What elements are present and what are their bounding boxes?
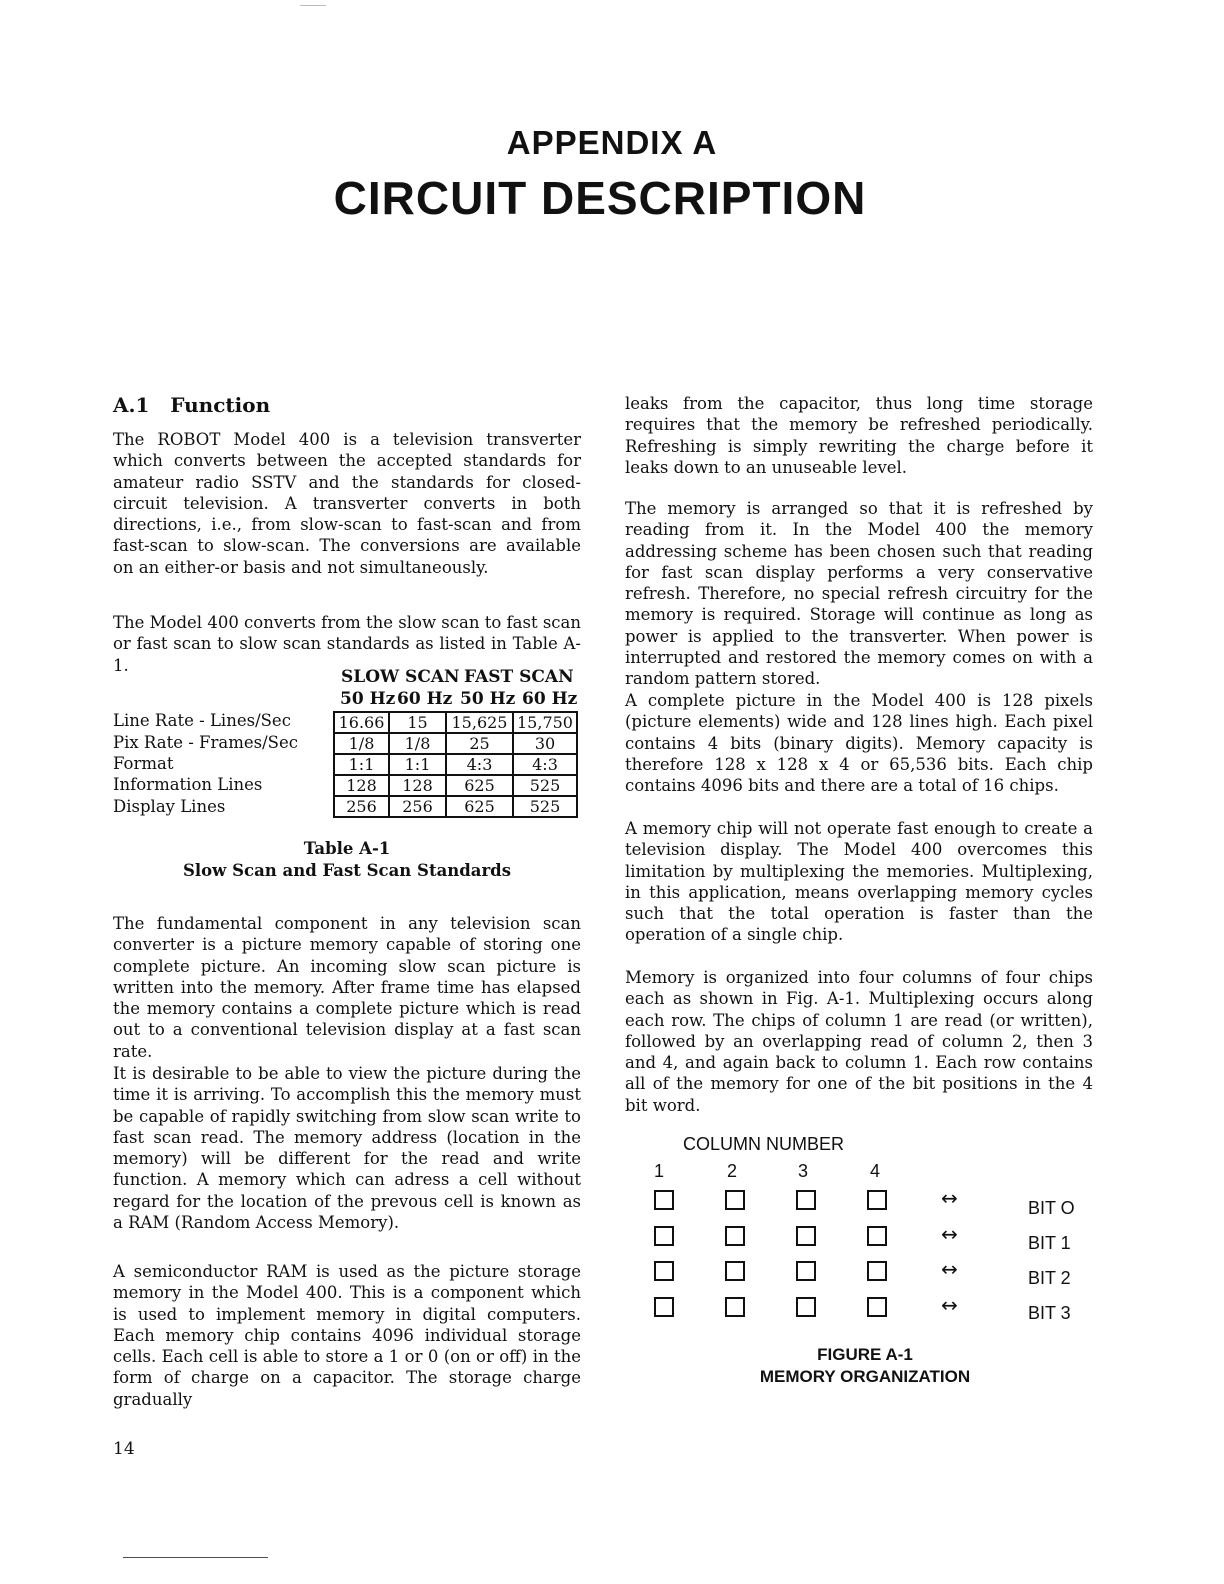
table-cell: 1:1 bbox=[389, 754, 446, 775]
memory-chip-box bbox=[654, 1261, 674, 1281]
table-cell: 256 bbox=[334, 796, 389, 817]
table-cell: 1/8 bbox=[334, 733, 389, 754]
bit-label-0: BIT O bbox=[1028, 1198, 1075, 1218]
figure-caption-label: FIGURE A-1 bbox=[817, 1345, 913, 1364]
memory-chip-box bbox=[796, 1261, 816, 1281]
paragraph-fundamental: The fundamental component in any television scan converter is a picture memory capable of storing one complete picture. An incoming slow scan picture is written into the memory. After frame time has elapsed the memory contains a complete picture which is read out to a conventional television display at a fast scan rate. bbox=[113, 914, 581, 1061]
paragraph-pixels: A complete picture in the Model 400 is 128 pixels (picture elements) wide and 128 lines high. Each pixel contains 4 bits (binary digits). Memory capacity is therefore 128 x 128 x 4 or 65,536 bits. Each chip contains 4096 bits and there are a total of 16 chips. bbox=[625, 691, 1093, 796]
table-cell: 25 bbox=[446, 733, 513, 754]
slow-scan-header: SLOW SCAN bbox=[341, 667, 460, 687]
paragraph-leaks: leaks from the capacitor, thus long time storage requires that the memory be refreshed periodically. Refreshing is simply rewriting the charge before it leaks down to an unuseable level. bbox=[625, 394, 1093, 477]
paragraph-organization: Memory is organized into four columns of four chips each as shown in Fig. A-1. Multiplexing occurs along each row. The chips of column 1 are read (or written), followed by an overlapping read of column 2, then 3 and 4, and again back to column 1. Each row contains all of the memory for one of the bit positions in the 4 bit word. bbox=[625, 968, 1093, 1115]
bit-label-2: BIT 2 bbox=[1028, 1268, 1071, 1288]
column-label-1: 1 bbox=[654, 1161, 665, 1181]
table-caption bbox=[113, 838, 581, 882]
column-label-2: 2 bbox=[727, 1161, 738, 1181]
memory-chip-box bbox=[725, 1190, 745, 1210]
fast-scan-header: FAST SCAN bbox=[464, 667, 574, 687]
table-cell: 625 bbox=[446, 796, 513, 817]
section-heading bbox=[113, 393, 270, 417]
memory-chip-box bbox=[867, 1297, 887, 1317]
bidirectional-arrow-icon: ↔ bbox=[941, 1293, 958, 1317]
table-cell: 256 bbox=[389, 796, 446, 817]
table-cell: 15,625 bbox=[446, 712, 513, 733]
memory-chip-box bbox=[654, 1297, 674, 1317]
row-label-pix-rate: Pix Rate - Frames/Sec bbox=[113, 733, 298, 752]
table-cell: 4:3 bbox=[446, 754, 513, 775]
paragraph-semiconductor: A semiconductor RAM is used as the picture storage memory in the Model 400. This is a component which is used to implement memory in digital computers. Each memory chip contains 4096 individual storage cells. Each cell is able to store a 1 or 0 (on or off) in the form of charge on a capacitor. The storage charge gradually bbox=[113, 1262, 581, 1409]
figure-caption bbox=[700, 1344, 1030, 1388]
appendix-heading: APPENDIX A bbox=[506, 124, 718, 161]
freq-header-3: 50 Hz bbox=[460, 689, 516, 709]
memory-chip-box bbox=[867, 1261, 887, 1281]
freq-header-4: 60 Hz bbox=[522, 689, 578, 709]
table-row bbox=[334, 712, 577, 733]
column-number-header: COLUMN NUMBER bbox=[683, 1134, 845, 1154]
table-row bbox=[334, 775, 577, 796]
page-title: CIRCUIT DESCRIPTION bbox=[333, 172, 867, 224]
memory-chip-box bbox=[654, 1190, 674, 1210]
table-cell: 4:3 bbox=[513, 754, 577, 775]
freq-header-1: 50 Hz bbox=[340, 689, 396, 709]
top-rule bbox=[300, 5, 326, 6]
table-cell: 625 bbox=[446, 775, 513, 796]
bit-label-1: BIT 1 bbox=[1028, 1233, 1071, 1253]
memory-chip-box bbox=[725, 1297, 745, 1317]
memory-chip-box bbox=[867, 1190, 887, 1210]
row-label-format: Format bbox=[113, 754, 174, 773]
table-cell: 15,750 bbox=[513, 712, 577, 733]
table-row bbox=[334, 733, 577, 754]
table-row bbox=[334, 796, 577, 817]
bottom-rule bbox=[123, 1557, 268, 1558]
figure-caption-title: MEMORY ORGANIZATION bbox=[759, 1367, 971, 1386]
paragraph-intro: The ROBOT Model 400 is a television transverter which converts between the accepted standards for amateur radio SSTV and the standards for closed-circuit television. A transverter converts in both directions, i.e., from slow-scan to fast-scan and from fast-scan to slow-scan. The conversions are available on an either-or basis and not simultaneously. bbox=[113, 430, 581, 577]
row-label-information-lines: Information Lines bbox=[113, 775, 263, 794]
paragraph-multiplexing: A memory chip will not operate fast enough to create a television display. The Model 400 overcomes this limitation by multiplexing the memories. Multiplexing, in this application, means overlapping memory cycles such that the total operation is faster than the operation of a single chip. bbox=[625, 819, 1093, 945]
table-cell: 30 bbox=[513, 733, 577, 754]
row-label-line-rate: Line Rate - Lines/Sec bbox=[113, 711, 291, 730]
bidirectional-arrow-icon: ↔ bbox=[941, 1222, 958, 1246]
bidirectional-arrow-icon: ↔ bbox=[941, 1257, 958, 1281]
table-cell: 128 bbox=[389, 775, 446, 796]
table-caption-label: Table A-1 bbox=[303, 839, 391, 858]
table-cell: 525 bbox=[513, 775, 577, 796]
row-label-display-lines: Display Lines bbox=[113, 797, 226, 816]
paragraph-conversion: The Model 400 converts from the slow scan to fast scan or fast scan to slow scan standards as listed in Table A-1. bbox=[113, 613, 581, 675]
freq-header-2: 60 Hz bbox=[397, 689, 453, 709]
paragraph-refresh: The memory is arranged so that it is refreshed by reading from it. In the Model 400 the memory addressing scheme has been chosen such that reading for fast scan display performs a very conservative refresh. Therefore, no special refresh circuitry for the memory is required. Storage will continue as long as power is applied to the transverter. When power is interrupted and restored the memory comes on with a random pattern stored. bbox=[625, 499, 1093, 689]
page-number: 14 bbox=[113, 1439, 135, 1459]
standards-table bbox=[333, 711, 578, 818]
memory-chip-box bbox=[796, 1190, 816, 1210]
column-label-3: 3 bbox=[798, 1161, 809, 1181]
memory-chip-box bbox=[725, 1226, 745, 1246]
table-cell: 15 bbox=[389, 712, 446, 733]
bidirectional-arrow-icon: ↔ bbox=[941, 1186, 958, 1210]
table-cell: 1:1 bbox=[334, 754, 389, 775]
table-row bbox=[334, 754, 577, 775]
column-label-4: 4 bbox=[870, 1161, 881, 1181]
section-title: Function bbox=[170, 393, 271, 417]
memory-chip-box bbox=[654, 1226, 674, 1246]
paragraph-desirable: It is desirable to be able to view the picture during the time it is arriving. To accomplish this the memory must be capable of rapidly switching from slow scan write to fast scan read. The memory address (location in the memory) will be different for the read and write function. A memory which can adress a cell without regard for the location of the prevous cell is known as a RAM (Random Access Memory). bbox=[113, 1064, 581, 1233]
table-cell: 128 bbox=[334, 775, 389, 796]
table-cell: 525 bbox=[513, 796, 577, 817]
memory-chip-box bbox=[796, 1297, 816, 1317]
memory-chip-box bbox=[867, 1226, 887, 1246]
memory-chip-box bbox=[796, 1226, 816, 1246]
bit-label-3: BIT 3 bbox=[1028, 1303, 1071, 1323]
table-cell: 16.66 bbox=[334, 712, 389, 733]
table-cell: 1/8 bbox=[389, 733, 446, 754]
memory-chip-box bbox=[725, 1261, 745, 1281]
table-caption-title: Slow Scan and Fast Scan Standards bbox=[182, 861, 512, 880]
section-number: A.1 bbox=[113, 393, 150, 417]
